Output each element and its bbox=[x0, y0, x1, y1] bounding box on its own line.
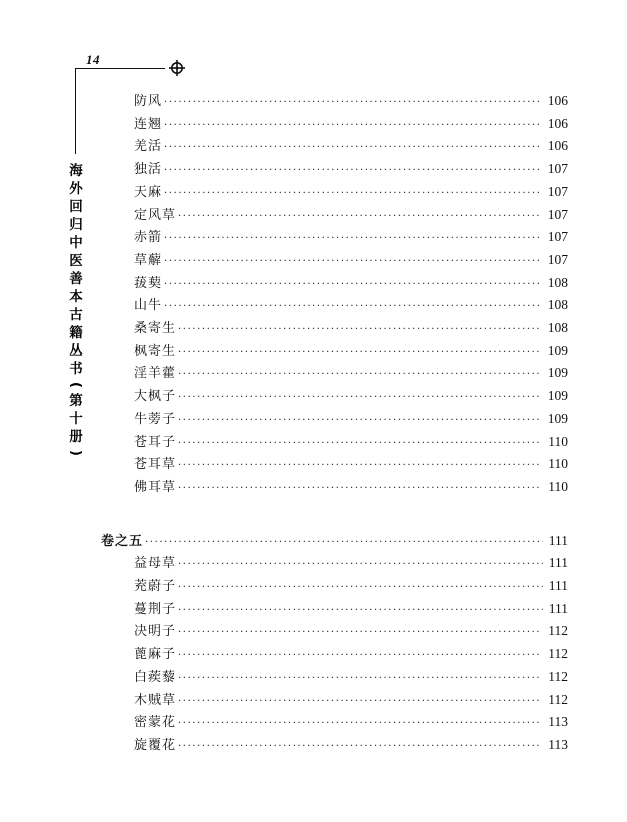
toc-entry[interactable] bbox=[134, 711, 568, 733]
toc-entry[interactable] bbox=[134, 317, 568, 339]
toc-entry-page-number: 106 bbox=[547, 93, 568, 108]
toc-entry-page-number: 109 bbox=[547, 388, 568, 404]
dot-leader bbox=[178, 741, 542, 752]
series-title-char: 丛 bbox=[69, 343, 83, 359]
toc-entry-title: 大枫子 bbox=[134, 389, 177, 405]
toc-entry-page-number: 113 bbox=[548, 736, 568, 752]
series-title-char: 十 bbox=[69, 411, 83, 427]
series-title-char: 册 bbox=[69, 429, 83, 445]
dot-leader bbox=[145, 537, 543, 548]
dot-leader bbox=[178, 483, 542, 494]
toc-entry-title: 木贼草 bbox=[134, 692, 177, 708]
dot-leader bbox=[178, 559, 543, 570]
dot-leader bbox=[178, 627, 542, 638]
toc-entry-page-number: 107 bbox=[547, 206, 568, 222]
series-title-char: 古 bbox=[69, 307, 83, 323]
toc-entry-title: 枫寄生 bbox=[134, 343, 177, 359]
series-title-char: 本 bbox=[69, 289, 83, 305]
toc-entry-page-number: 106 bbox=[547, 138, 568, 154]
dot-leader bbox=[178, 605, 543, 616]
toc-entry[interactable] bbox=[134, 453, 568, 475]
toc-entry-title: 卷之五 bbox=[101, 533, 144, 549]
series-title-char: ( bbox=[68, 381, 84, 389]
toc-entry-title: 独活 bbox=[134, 162, 163, 178]
toc-entry-page-number: 107 bbox=[547, 229, 568, 245]
series-title-char: 善 bbox=[69, 271, 83, 287]
toc-entry-title: 决明子 bbox=[134, 624, 177, 640]
toc-entry[interactable] bbox=[134, 135, 568, 157]
toc-entry[interactable] bbox=[134, 476, 568, 498]
quatrefoil-ornament-icon bbox=[168, 59, 186, 77]
dot-leader bbox=[164, 233, 542, 244]
series-title-char: 回 bbox=[69, 199, 83, 215]
toc-entry-page-number: 106 bbox=[547, 115, 568, 131]
toc-entry-title: 茺蔚子 bbox=[134, 579, 177, 594]
toc-entry[interactable] bbox=[134, 431, 568, 453]
toc-entry-page-number: 108 bbox=[547, 320, 568, 335]
toc-entry-title: 白蒺藜 bbox=[134, 669, 177, 685]
toc-entry-page-number: 111 bbox=[548, 600, 568, 616]
toc-entry[interactable] bbox=[134, 340, 568, 362]
toc-entry[interactable] bbox=[134, 689, 568, 711]
dot-leader bbox=[164, 188, 542, 199]
series-title-char: 海 bbox=[69, 163, 83, 179]
toc-entry-title: 防风 bbox=[134, 94, 163, 109]
dot-leader bbox=[178, 673, 542, 684]
dot-leader bbox=[178, 415, 542, 426]
dot-leader bbox=[164, 279, 542, 290]
series-title-char: 书 bbox=[69, 361, 83, 377]
toc-entry[interactable] bbox=[134, 113, 568, 135]
toc-entry-title: 蔓荆子 bbox=[134, 601, 177, 617]
toc-entry-page-number: 111 bbox=[548, 532, 568, 548]
toc-entry-title: 佛耳草 bbox=[134, 479, 177, 495]
toc-entry-page-number: 107 bbox=[547, 161, 568, 177]
toc-entry-page-number: 108 bbox=[547, 297, 568, 313]
toc-entry[interactable] bbox=[134, 272, 568, 294]
toc-entry-page-number: 112 bbox=[548, 623, 568, 639]
toc-entry-title: 定风草 bbox=[134, 207, 177, 223]
toc-entry-page-number: 110 bbox=[548, 433, 568, 449]
series-title-char: 归 bbox=[69, 217, 83, 233]
dot-leader bbox=[164, 97, 542, 108]
toc-entry-title: 桑寄生 bbox=[134, 321, 177, 336]
toc-entry-page-number: 109 bbox=[547, 410, 568, 426]
toc-entry-page-number: 109 bbox=[547, 342, 568, 358]
dot-leader bbox=[178, 718, 542, 729]
toc-entry-page-number: 107 bbox=[547, 183, 568, 199]
series-title-char: 中 bbox=[69, 235, 83, 251]
toc-entry-page-number: 107 bbox=[547, 251, 568, 267]
toc-entry-title: 赤箭 bbox=[134, 230, 163, 246]
toc-entry-title: 菝葜 bbox=[134, 275, 163, 291]
toc-entry-title: 益母草 bbox=[134, 556, 177, 572]
toc-entry[interactable] bbox=[134, 385, 568, 407]
series-title-char: 籍 bbox=[69, 325, 83, 341]
toc-entry[interactable] bbox=[134, 294, 568, 316]
dot-leader bbox=[178, 650, 542, 661]
toc-entry-title: 苍耳草 bbox=[134, 457, 177, 473]
toc-entry[interactable] bbox=[134, 552, 568, 574]
toc-entry-page-number: 111 bbox=[548, 578, 568, 593]
toc-entry[interactable] bbox=[134, 249, 568, 271]
toc-entry-title: 连翘 bbox=[134, 116, 163, 132]
toc-entry[interactable] bbox=[134, 181, 568, 203]
toc-entry[interactable] bbox=[134, 643, 568, 665]
dot-leader bbox=[178, 369, 542, 380]
series-title-char: 医 bbox=[69, 253, 83, 269]
toc-entry-page-number: 112 bbox=[548, 646, 568, 662]
toc-entry-title: 天麻 bbox=[134, 184, 163, 200]
toc-entry-title: 草薢 bbox=[134, 252, 163, 268]
toc-entry[interactable] bbox=[134, 666, 568, 688]
toc-section-heading[interactable] bbox=[101, 530, 568, 552]
series-title-char: 第 bbox=[69, 393, 83, 409]
toc-entry-page-number: 113 bbox=[548, 714, 568, 730]
toc-entry-title: 旋覆花 bbox=[134, 737, 177, 753]
dot-leader bbox=[178, 324, 542, 335]
toc-entry-page-number: 111 bbox=[548, 555, 568, 571]
header-rule-vertical bbox=[75, 68, 76, 154]
toc-entry-title: 山牛 bbox=[134, 298, 163, 314]
toc-entry[interactable] bbox=[134, 575, 568, 597]
toc-entry-page-number: 112 bbox=[548, 691, 568, 707]
dot-leader bbox=[164, 142, 542, 153]
header-rule-horizontal bbox=[75, 68, 165, 69]
dot-leader bbox=[178, 582, 543, 593]
toc-entry-page-number: 108 bbox=[547, 274, 568, 290]
toc-entry-title: 蓖麻子 bbox=[134, 647, 177, 663]
page-number: 14 bbox=[86, 52, 100, 67]
toc-entry[interactable] bbox=[134, 620, 568, 642]
dot-leader bbox=[164, 165, 542, 176]
dot-leader bbox=[178, 696, 542, 707]
toc-entry-title: 羌活 bbox=[134, 139, 163, 155]
toc-entry-page-number: 112 bbox=[548, 668, 568, 684]
dot-leader bbox=[164, 256, 542, 267]
toc-entry[interactable] bbox=[134, 734, 568, 756]
series-title-vertical bbox=[65, 162, 87, 460]
toc-entry[interactable] bbox=[134, 158, 568, 180]
toc-entry[interactable] bbox=[134, 90, 568, 112]
dot-leader bbox=[178, 438, 542, 449]
toc-entry[interactable] bbox=[134, 598, 568, 620]
toc-entry-page-number: 110 bbox=[548, 478, 568, 494]
dot-leader bbox=[178, 347, 542, 358]
toc-entry[interactable] bbox=[134, 362, 568, 384]
dot-leader bbox=[178, 211, 542, 222]
toc-entry[interactable] bbox=[134, 226, 568, 248]
dot-leader bbox=[164, 301, 542, 312]
toc-entry-page-number: 109 bbox=[547, 365, 568, 381]
dot-leader bbox=[178, 392, 542, 403]
toc-entry-title: 淫羊藿 bbox=[134, 366, 177, 382]
toc-entry-title: 密蒙花 bbox=[134, 715, 177, 731]
series-title-char: ) bbox=[68, 449, 84, 457]
series-title-char: 外 bbox=[69, 181, 83, 197]
dot-leader bbox=[178, 460, 542, 471]
dot-leader bbox=[164, 120, 542, 131]
toc-entry[interactable] bbox=[134, 204, 568, 226]
toc-entry-title: 牛蒡子 bbox=[134, 411, 177, 427]
toc-entry-page-number: 110 bbox=[548, 456, 568, 472]
toc-entry[interactable] bbox=[134, 408, 568, 430]
toc-entry-title: 苍耳子 bbox=[134, 434, 177, 450]
